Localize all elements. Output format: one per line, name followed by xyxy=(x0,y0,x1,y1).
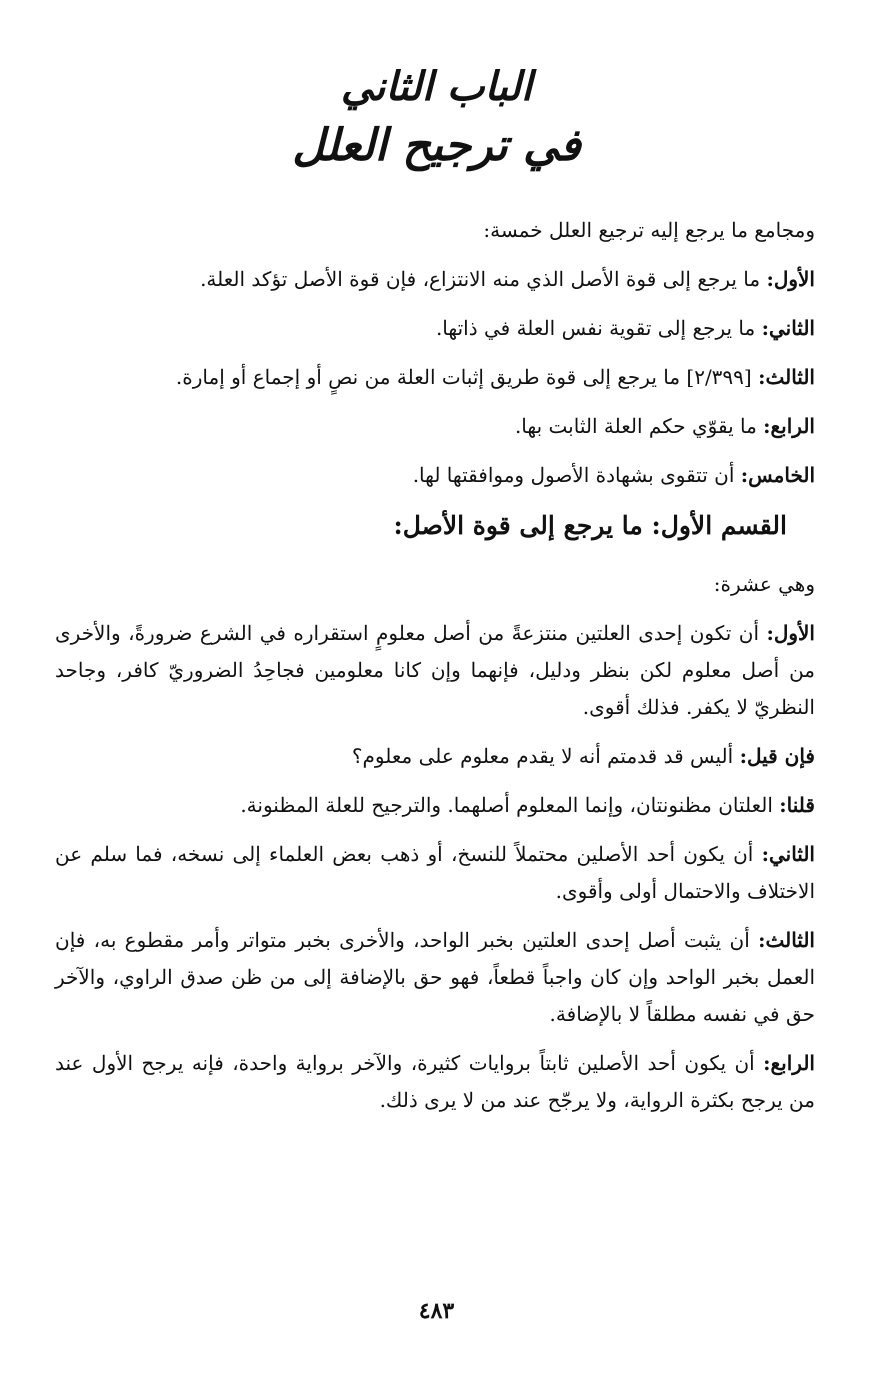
category-text: أن تتقوى بشهادة الأصول وموافقتها لها. xyxy=(412,463,741,487)
chapter-title xyxy=(0,62,873,173)
item-paragraph xyxy=(55,615,815,726)
category-paragraph xyxy=(55,261,815,298)
item-text: أن يكون أحد الأصلين ثابتاً بروايات كثيرة، والآخر برواية واحدة، فإنه يرجح الأول عند من يرجح بكثرة الرواية، ولا يرجّح عند من لا يرى ذلك. xyxy=(55,1051,815,1112)
item-paragraph xyxy=(55,836,815,910)
item-paragraph xyxy=(55,738,815,775)
category-paragraph xyxy=(55,359,815,396)
body-text xyxy=(55,212,815,1131)
category-text: ما يرجع إلى تقوية نفس العلة في ذاتها. xyxy=(435,316,762,340)
category-lead: الخامس: xyxy=(740,463,815,487)
section-heading: القسم الأول: ما يرجع إلى قوة الأصل: xyxy=(393,511,787,540)
item-paragraph xyxy=(55,1045,815,1119)
item-text: العلتان مظنونتان، وإنما المعلوم أصلهما. والترجيح للعلة المظنونة. xyxy=(240,793,780,817)
section-intro: وهي عشرة: xyxy=(713,572,815,596)
item-lead: قلنا: xyxy=(779,793,815,817)
item-lead: الثاني: xyxy=(761,842,815,866)
category-paragraph xyxy=(55,408,815,445)
chapter-title-line-2: في ترجيح العلل xyxy=(292,120,581,171)
item-text: أن تكون إحدى العلتين منتزعةً من أصل معلومٍ استقراره في الشرع ضرورةً، والأخرى من أصل معلوم لكن بنظر ودليل، فإنهما وإن كانا معلومين فجاحِدُ الضروريّ كافر، وجاحد النظريّ لا يكفر. فذلك أقوى. xyxy=(55,621,815,719)
category-text: [٢/٣٩٩] ما يرجع إلى قوة طريق إثبات العلة من نصٍ أو إجماع أو إمارة. xyxy=(175,365,759,389)
page-number: ٤٨٣ xyxy=(418,1298,455,1324)
category-text: ما يرجع إلى قوة الأصل الذي منه الانتزاع، فإن قوة الأصل تؤكد العلة. xyxy=(200,267,767,291)
item-text: أليس قد قدمتم أنه لا يقدم معلوم على معلوم؟ xyxy=(351,744,740,768)
item-text: أن يكون أحد الأصلين محتملاً للنسخ، أو ذهب بعض العلماء إلى نسخه، فما سلم عن الاختلاف والاحتمال أولى وأقوى. xyxy=(55,842,815,903)
intro-paragraph: ومجامع ما يرجع إليه ترجيع العلل خمسة: xyxy=(483,218,815,242)
category-lead: الرابع: xyxy=(763,414,815,438)
category-lead: الثالث: xyxy=(758,365,815,389)
chapter-title-line-1: الباب الثاني xyxy=(340,63,533,110)
category-paragraph xyxy=(55,457,815,494)
item-lead: الثالث: xyxy=(758,928,815,952)
category-lead: الأول: xyxy=(766,267,815,291)
item-lead: الرابع: xyxy=(763,1051,815,1075)
item-lead: الأول: xyxy=(766,621,815,645)
category-paragraph xyxy=(55,310,815,347)
item-paragraph xyxy=(55,787,815,824)
item-paragraph xyxy=(55,922,815,1033)
category-text: ما يقوّي حكم العلة الثابت بها. xyxy=(514,414,764,438)
item-text: أن يثبت أصل إحدى العلتين بخبر الواحد، والأخرى بخبر متواتر وأمر مقطوع به، فإن العمل بخبر الواحد وإن كان واجباً قطعاً، فهو حق بالإضافة إلى من ظن صدق الراوي، والآخر حق في نفسه مطلقاً لا بالإضافة. xyxy=(55,928,815,1026)
category-lead: الثاني: xyxy=(761,316,815,340)
item-lead: فإن قيل: xyxy=(739,744,815,768)
